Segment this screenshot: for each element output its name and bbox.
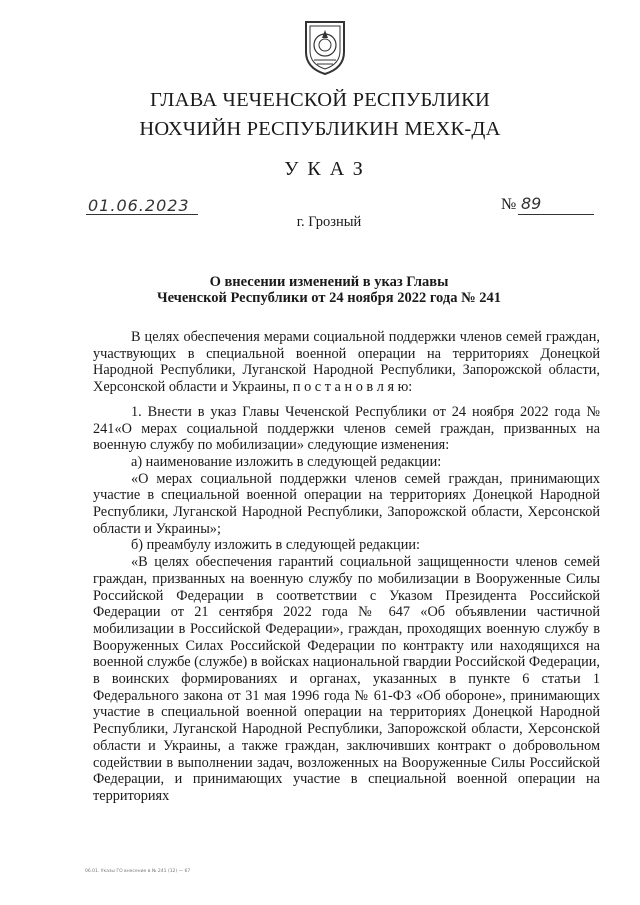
coat-of-arms-icon: [302, 18, 348, 76]
document-body: [93, 329, 600, 805]
number-label: №: [501, 196, 517, 213]
paragraph-item-a: а) наименование изложить в следующей редакции:: [131, 453, 442, 470]
paragraph-new-preamble: «В целях обеспечения гарантий социальной защищенности членов семей граждан, призванных на военную службу по мобилизации в Вооруженные Силы Российской Федерации в соответствии с Указом Президента Российской Федерации от 21 сентября 2022 года № 647 «Об объявлении частичной мобилизации в Российской Федерации», граждан, проходящих военную службу в Вооруженных Силах Российской Федерации по контракту или находящихся на военной службе (службе) в войсках национальной гвардии Российской Федерации, в воинских формированиях и органах, указанных в пункте 6 статьи 1 Федерального закона от 31 мая 1996 года № 61-ФЗ «Об обороне», принимающих участие в специальной военной операции на территориях Донецкой Народной Республики, Луганской Народной Республики, Запорожской области, Херсонской области и Украины, а также граждан, заключивших контракт о добровольном содействии в выполнении задач, возложенных на Вооруженные Силы Российской Федерации, и принимающих участие в специальной военной операции на территориях: [93, 554, 600, 804]
city: г. Грозный: [296, 214, 362, 230]
paragraph-item-1: 1. Внести в указ Главы Чеченской Республики от 24 ноября 2022 года № 241«О мерах социальной поддержки членов семей граждан, призванных на военную службу по мобилизации» следующие изменения:: [93, 403, 600, 454]
document-number: 89: [521, 194, 542, 213]
footer-file-ref: 06.01. Указы ГО внесение в № 241 (12) — 67: [85, 869, 191, 874]
header-line-1: ГЛАВА ЧЕЧЕНСКОЙ РЕСПУБЛИКИ: [150, 89, 490, 111]
title-line-1: О внесении изменений в указ Главы: [209, 274, 449, 290]
paragraph-item-b: б) преамбулу изложить в следующей редакции:: [131, 537, 420, 554]
paragraph-new-name: «О мерах социальной поддержки членов семей граждан, принимающих участие в специальной военной операции на территориях Донецкой Народной Республики, Луганской Народной Республики, Запорожской области, Херсонской области и Украины»;: [93, 470, 600, 537]
document-title: [0, 274, 640, 306]
title-line-2: Чеченской Республики от 24 ноября 2022 года № 241: [156, 290, 502, 306]
header-line-2: НОХЧИЙН РЕСПУБЛИКИН МЕХК-ДА: [139, 118, 501, 140]
document-type: УКАЗ: [284, 158, 372, 180]
document-date: 01.06.2023: [88, 196, 190, 215]
paragraph-preamble: В целях обеспечения мерами социальной поддержки членов семей граждан, участвующих в специальной военной операции на территориях Донецкой Народной Республики, Луганской Народной Республики, Запорожской области, Херсонской области и Украины, п о с т а н о в л я ю:: [93, 329, 600, 396]
